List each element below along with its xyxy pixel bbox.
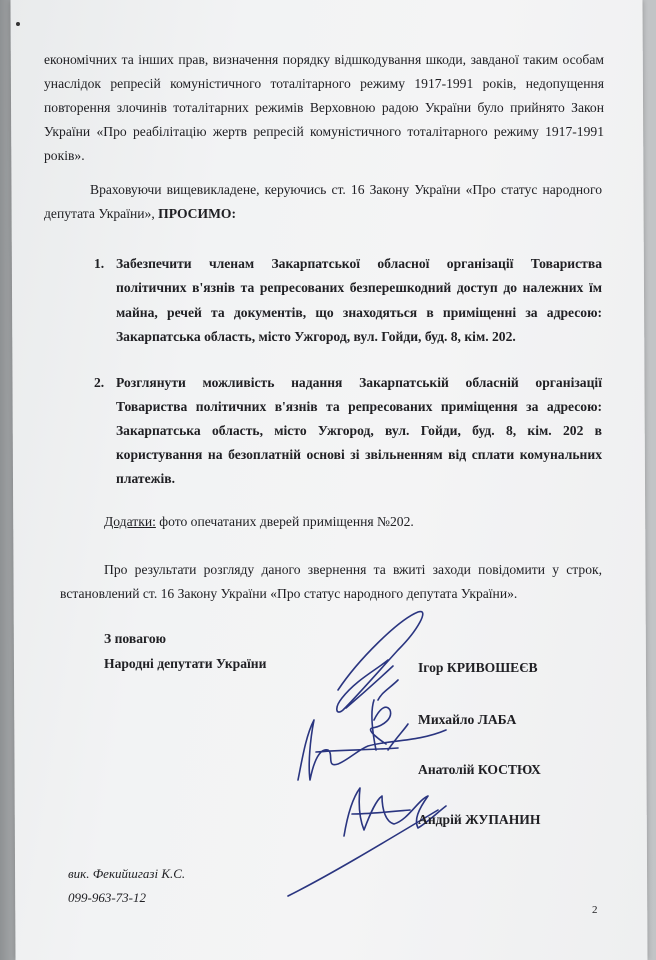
- item1-line-4: Закарпатська область, місто Ужгород, вул. Гойди, буд. 8, кім. 202.: [116, 329, 516, 344]
- result-line-2: встановлений ст. 16 Закону України «Про статус народного депутата України».: [60, 586, 518, 601]
- intro-line-1: економічних та інших прав, визначення порядку відшкодування шкоди, завданої таким особам: [44, 52, 604, 67]
- closing: З повагою: [104, 631, 167, 646]
- item2-line-4: користування на безоплатній основі зі звільненням від сплати комунальних: [116, 447, 602, 462]
- dot-mark: [16, 22, 20, 26]
- signer-4: Андрій ЖУПАНИН: [418, 812, 541, 827]
- intro-line-3: повторення злочинів тоталітарних режимів Верховною радою України було прийнято Закон: [44, 100, 604, 115]
- item2-line-5: платежів.: [116, 471, 175, 486]
- item2-line-3: Закарпатська область, місто Ужгород, вул. Гойди, буд. 8, кім. 202 в: [116, 423, 602, 438]
- item2-number: 2.: [94, 375, 105, 390]
- executor-phone: 099-963-73-12: [68, 890, 146, 905]
- attachment-label: Додатки:: [104, 514, 156, 529]
- item1-line-2: політичних в'язнів та репресованих безперешкодний доступ до належних їм: [116, 280, 602, 295]
- item1-line-3: майна, речей та документів, що знаходяться в приміщенні за адресою:: [116, 305, 602, 320]
- request-line-2: [44, 206, 236, 222]
- result-line-1: Про результати розгляду даного звернення та вжиті заходи повідомити у строк,: [104, 562, 602, 577]
- signatory-title: Народні депутати України: [104, 656, 267, 671]
- request-line-2-text: депутата України»,: [44, 206, 159, 221]
- intro-line-5: років».: [44, 148, 85, 163]
- page-number: 2: [592, 904, 598, 916]
- handwritten-signatures: [268, 600, 468, 900]
- item2-line-2: Товариства політичних в'язнів та репресованих приміщення за адресою:: [116, 399, 602, 414]
- signer-2: Михайло ЛАБА: [418, 712, 517, 727]
- attachment-text: фото опечатаних дверей приміщення №202.: [155, 514, 414, 529]
- signer-3: Анатолій КОСТЮХ: [418, 762, 541, 777]
- attachment-line: [104, 514, 414, 530]
- item2-line-1: Розглянути можливість надання Закарпатській обласній організації: [116, 375, 602, 390]
- item1-number: 1.: [94, 256, 105, 271]
- request-keyword: ПРОСИМО:: [158, 206, 236, 221]
- intro-line-2: унаслідок репресій комуністичного тоталітарного режиму 1917-1991 років, недопущення: [44, 76, 604, 91]
- intro-line-4: України «Про реабілітацію жертв репресій комуністичного тоталітарного режиму 1917-1991: [44, 124, 604, 139]
- item1-line-1: Забезпечити членам Закарпатської обласної організації Товариства: [116, 256, 602, 271]
- request-line-1: Враховуючи вищевикладене, керуючись ст. 16 Закону України «Про статус народного: [90, 182, 602, 197]
- signer-1: Ігор КРИВОШЕЄВ: [418, 660, 538, 675]
- executor-name: вик. Фекийшгазі К.С.: [68, 866, 186, 881]
